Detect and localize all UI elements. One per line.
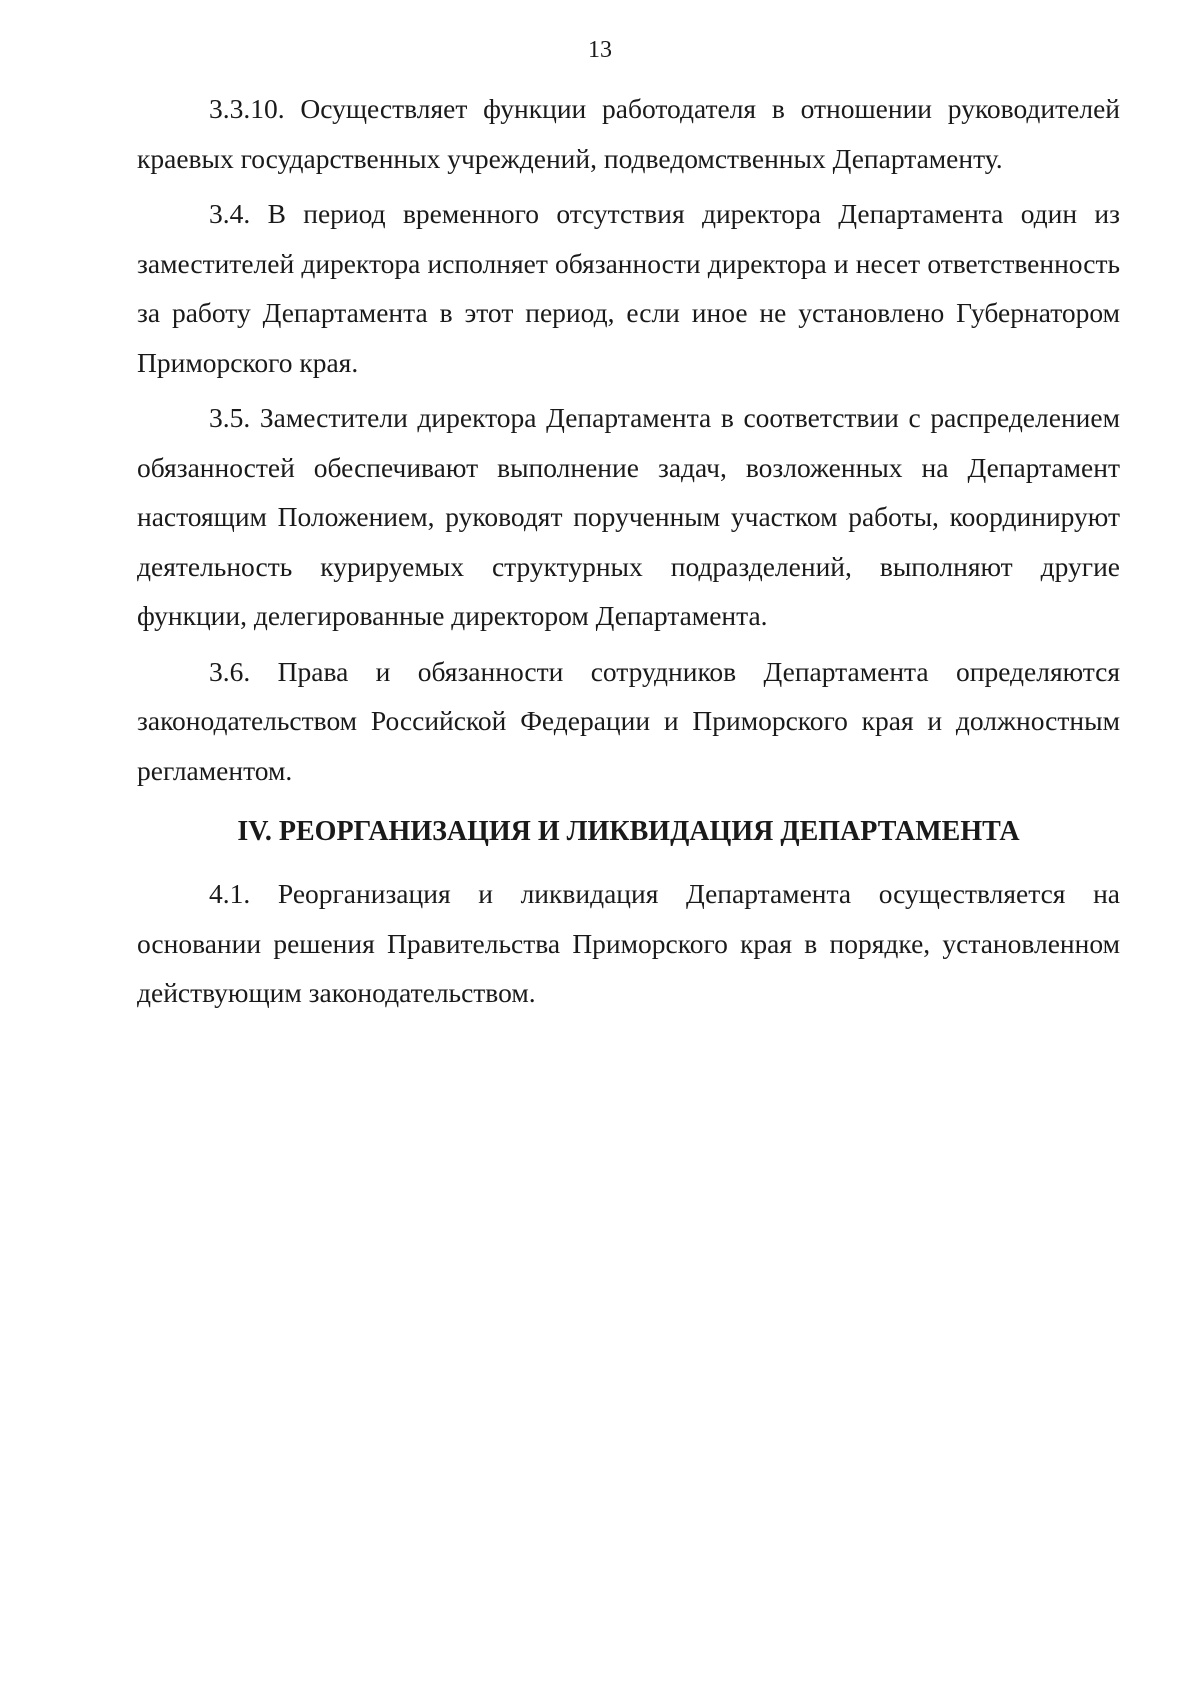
paragraph-3-6: 3.6. Права и обязанности сотрудников Департамента определяются законодательством Российской Федерации и Приморского края и должностным регламентом. bbox=[137, 655, 1120, 786]
paragraph-3-3-10: 3.3.10. Осуществляет функции работодателя в отношении руководителей краевых государственных учреждений, подведомственных Департаменту. bbox=[137, 93, 1120, 174]
paragraph-4-1: 4.1. Реорганизация и ликвидация Департамента осуществляется на основании решения Правительства Приморского края в порядке, установленном действующим законодательством. bbox=[137, 878, 1120, 1008]
document-body bbox=[137, 84, 1120, 1024]
paragraph-3-5: 3.5. Заместители директора Департамента в соответствии с распределением обязанностей обеспечивают выполнение задач, возложенных на Департамент настоящим Положением, руководят порученным участком работы, координируют деятельность курируемых структурных подразделений, выполняют другие функции, делегированные директором Департамента. bbox=[137, 402, 1120, 631]
paragraph-3-4: 3.4. В период временного отсутствия директора Департамента один из заместителей директора исполняет обязанности директора и несет ответственность за работу Департамента в этот период, если иное не установлено Губернатором Приморского края. bbox=[137, 198, 1120, 378]
section-4-heading: IV. РЕОРГАНИЗАЦИЯ И ЛИКВИДАЦИЯ ДЕПАРТАМЕНТА bbox=[237, 816, 1020, 847]
page-number: 13 bbox=[588, 37, 612, 63]
